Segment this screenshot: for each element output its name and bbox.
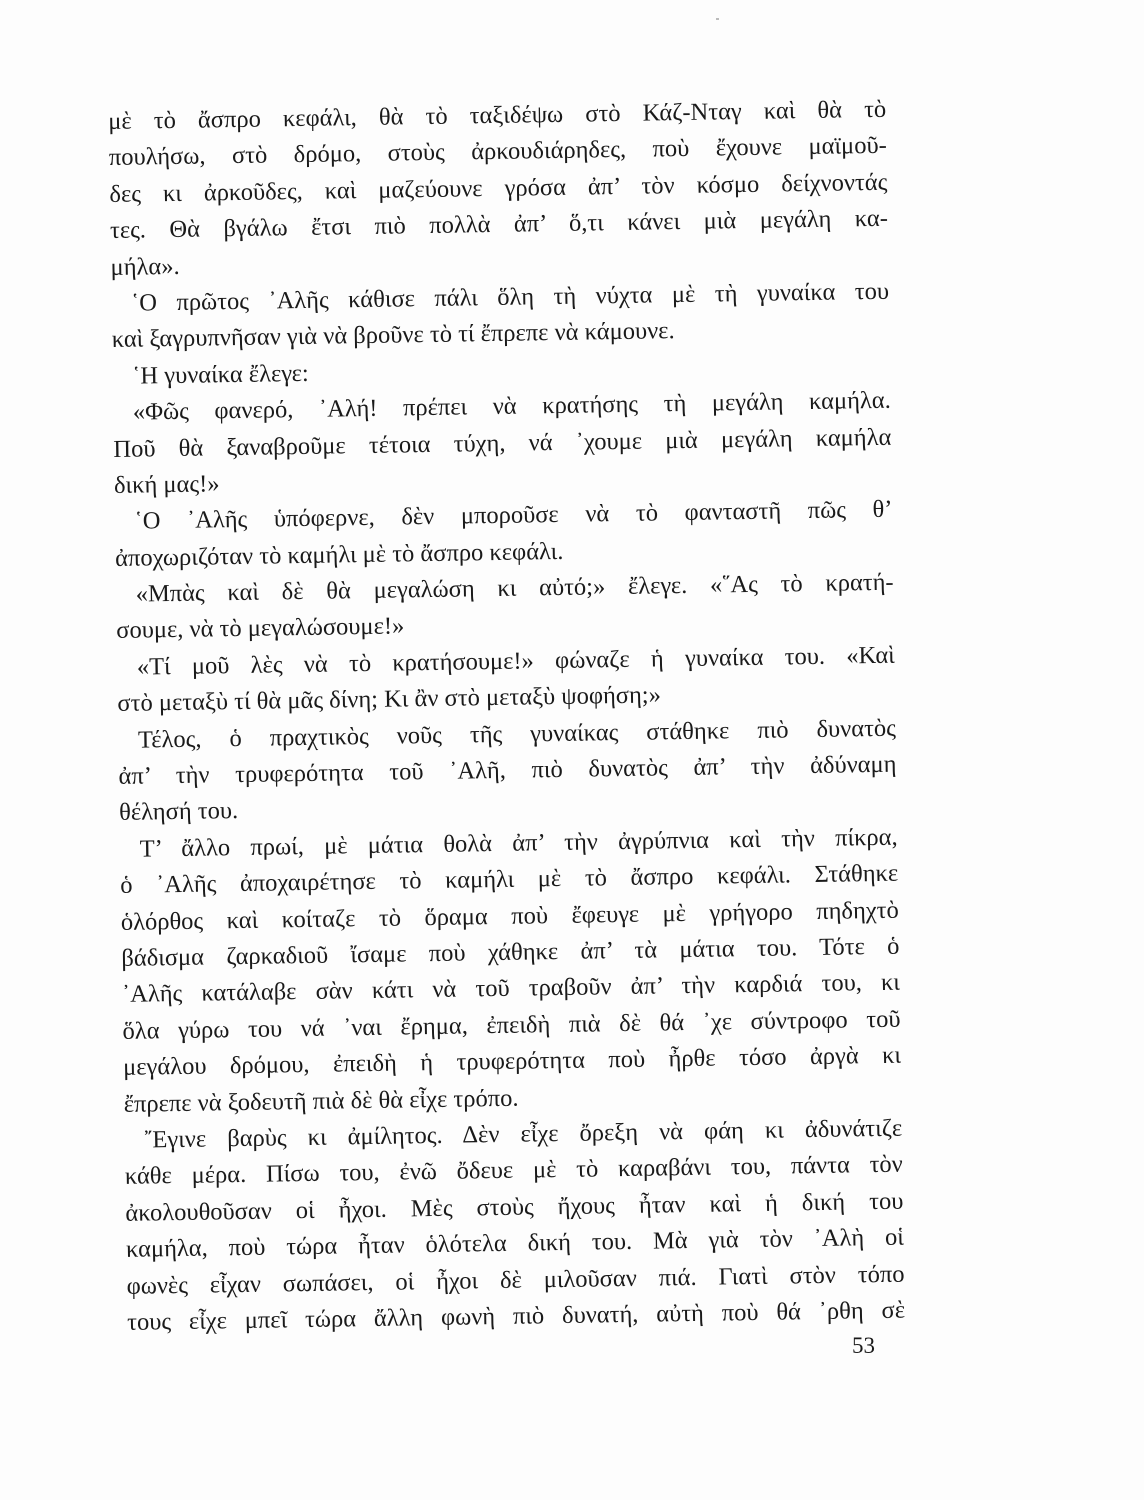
- text-line: ἔπρεπε νὰ ξοδευτῆ πιὰ δὲ θὰ εἶχε τρόπο.: [123, 1084, 519, 1118]
- text-line: κάθε μέρα. Πίσω του, ἐνῶ ὄδευε μὲ τὸ καραβάνι του, πάντα τὸν: [124, 1150, 903, 1191]
- text-line: Τέλος, ὁ πραχτικὸς νοῦς τῆς γυναίκας στάθηκε πιὸ δυνατὸς: [137, 714, 897, 754]
- text-line: Ποῦ θὰ ξαναβροῦμε τέτοια τύχη, νά ᾿χουμε μιὰ μεγάλη καμήλα: [113, 423, 892, 463]
- text-line: «Φῶς φανερό, ᾿Αλή! πρέπει νὰ κρατήσης τὴ μεγάλη καμήλα.: [132, 386, 891, 426]
- text-line: καὶ ξαγρυπνῆσαν γιὰ νὰ βροῦνε τὸ τί ἔπρεπε νὰ κάμουνε.: [111, 317, 675, 354]
- text-line: ἀποχωριζόταν τὸ καμήλι μὲ τὸ ἄσπρο κεφάλι.: [114, 537, 564, 572]
- text-line: πουλήσω, στὸ δρόμο, στοὺς ἀρκουδιάρηδες, ποὺ ἔχουνε μαϊμοῦ-: [108, 132, 887, 172]
- text-line: σουμε, νὰ τὸ μεγαλώσουμε!»: [116, 612, 405, 645]
- text-line: τες. Θὰ βγάλω ἔτσι πιὸ πολλὰ ἀπ’ ὅ,τι κάνει μιὰ μεγάλη κα-: [109, 204, 889, 245]
- text-line: δες κι ἀρκοῦδες, καὶ μαζεύουνε γρόσα ἀπ’ τὸν κόσμο δείχνοντάς: [109, 168, 888, 208]
- text-line: ὁλόρθος καὶ κοίταζε τὸ ὅραμα ποὺ ἔφευγε μὲ γρήγορο πηδηχτὸ: [120, 896, 899, 936]
- text-line: ῎Εγινε βαρὺς κι ἀμίλητος. Δὲν εἶχε ὄρεξη νὰ φάη κι ἀδυνάτιζε: [144, 1114, 903, 1154]
- page-text: [108, 92, 905, 1341]
- page-number: 53: [852, 1333, 875, 1358]
- text-line: ὅλα γύρω του νά ᾿ναι ἔρημα, ἐπειδὴ πιὰ δὲ θά ᾿χε σύντροφο τοῦ: [122, 1005, 901, 1045]
- text-line: καμήλα, ποὺ τώρα ἦταν ὁλότελα δική του. Μὰ γιὰ τὸν ᾿Αλὴ οἱ: [125, 1223, 905, 1263]
- text-line: «Τί μοῦ λὲς νὰ τὸ κρατήσουμε!» φώναζε ἡ γυναίκα του. «Καὶ: [136, 641, 895, 681]
- text-line: θέλησή του.: [118, 797, 239, 827]
- text-line: «Μπὰς καὶ δὲ θὰ μεγαλώση κι αὐτό;» ἔλεγε. «῞Ας τὸ κρατή-: [135, 568, 894, 608]
- text-line: ὁ ᾿Αλῆς ἀποχαιρέτησε τὸ καμήλι μὲ τὸ ἄσπρο κεφάλι. Στάθηκε: [120, 859, 899, 900]
- text-line: μὲ τὸ ἄσπρο κεφάλι, θὰ τὸ ταξιδέψω στὸ Κάζ-Νταγ καὶ θὰ τὸ: [108, 95, 887, 135]
- text-line: μεγάλου δρόμου, ἐπειδὴ ἡ τρυφερότητα ποὺ ἦρθε τόσο ἀργὰ κι: [122, 1041, 902, 1082]
- text-line: τους εἶχε μπεῖ τώρα ἄλλη φωνὴ πιὸ δυνατή, αὐτὴ ποὺ θά ᾿ρθη σὲ: [126, 1296, 906, 1336]
- scan-speck: [716, 18, 719, 20]
- text-line: ῾Ο πρῶτος ᾿Αλῆς κάθισε πάλι ὅλη τὴ νύχτα μὲ τὴ γυναίκα του: [130, 277, 890, 317]
- text-line: ἀπ’ τὴν τρυφερότητα τοῦ ᾿Αλῆ, πιὸ δυνατὸς ἀπ’ τὴν ἀδύναμη: [118, 750, 897, 790]
- text-line: μήλα».: [110, 252, 180, 281]
- text-line: Τ’ ἄλλο πρωί, μὲ μάτια θολὰ ἀπ’ τὴν ἀγρύπνια καὶ τὴν πίκρα,: [139, 823, 898, 863]
- text-line: ἀκολουθοῦσαν οἱ ἦχοι. Μὲς στοὺς ἤχους ἦταν καὶ ἡ δική του: [125, 1187, 904, 1227]
- text-line: ῾Ο ᾿Αλῆς ὑπόφερνε, δὲν μποροῦσε νὰ τὸ φανταστῆ πῶς θ’: [134, 496, 893, 535]
- text-line: βάδισμα ζαρκαδιοῦ ἴσαμε ποὺ χάθηκε ἀπ’ τὰ μάτια του. Τότε ὁ: [121, 932, 900, 972]
- text-line: στὸ μεταξὺ τί θὰ μᾶς δίνη; Κι ἂν στὸ μεταξὺ ψοφήση;»: [117, 681, 662, 718]
- text-line: φωνὲς εἶχαν σωπάσει, οἱ ἦχοι δὲ μιλοῦσαν πιά. Γιατὶ στὸν τόπο: [126, 1260, 905, 1300]
- text-line: ᾿Αλῆς κατάλαβε σὰν κάτι νὰ τοῦ τραβοῦν ἀπ’ τὴν καρδιά του, κι: [121, 969, 901, 1009]
- text-line: ῾Η γυναίκα ἔλεγε:: [132, 359, 309, 390]
- text-line: δική μας!»: [113, 470, 220, 499]
